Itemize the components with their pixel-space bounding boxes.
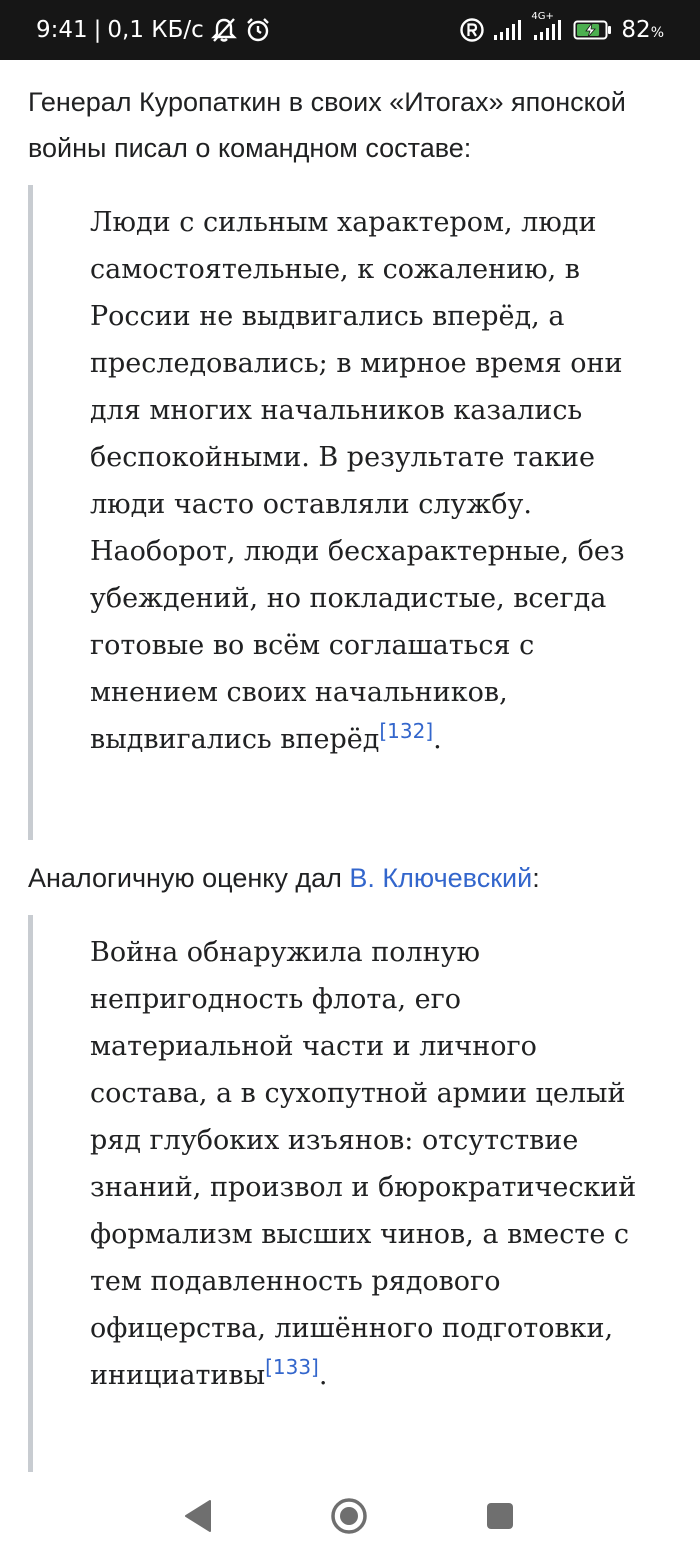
battery-percent bbox=[621, 17, 664, 43]
back-triangle-icon bbox=[183, 1499, 213, 1533]
network-type-label: 4G+ bbox=[531, 11, 554, 22]
status-bar bbox=[0, 0, 700, 60]
quote-end: . bbox=[318, 1360, 328, 1391]
quote-text: Война обнаружила полную непригодность флота, его материальной части и личного состава, а в сухопутной армии целый ряд глубоких изъянов: отсутствие знаний, произвол и бюрократический формализм высших чинов, а вместе с тем подавленность рядового офицерства, лишённого подготовки, инициативы bbox=[90, 937, 637, 1391]
battery-percent-value: 82 bbox=[621, 17, 651, 43]
reference-link-132[interactable]: [132] bbox=[379, 719, 434, 743]
battery-percent-sign: % bbox=[650, 25, 664, 41]
signal-4g-icon bbox=[531, 11, 565, 42]
recents-button[interactable] bbox=[478, 1494, 522, 1538]
status-network-speed: 0,1 КБ/с bbox=[107, 17, 204, 43]
alarm-off-icon bbox=[210, 16, 238, 44]
navigation-bar bbox=[0, 1472, 700, 1556]
status-bar-right bbox=[459, 0, 664, 60]
status-time: 9:41 bbox=[36, 17, 88, 43]
klyuchevsky-link[interactable]: В. Ключевский bbox=[349, 863, 533, 893]
blockquote-kuropatkin bbox=[28, 185, 672, 840]
battery-charging-icon bbox=[573, 18, 613, 42]
quote-end: . bbox=[433, 724, 442, 755]
registered-icon bbox=[459, 17, 485, 43]
status-separator: | bbox=[93, 17, 102, 43]
status-bar-left bbox=[36, 0, 272, 60]
second-paragraph-text: Аналогичную оценку дал bbox=[28, 863, 350, 893]
reference-link-133[interactable]: [133] bbox=[265, 1355, 319, 1379]
home-circle-icon bbox=[329, 1496, 369, 1536]
home-button[interactable] bbox=[327, 1494, 371, 1538]
blockquote-klyuchevsky bbox=[28, 915, 672, 1472]
intro-paragraph: Генерал Куропаткин в своих «Итогах» японской войны писал о командном составе: bbox=[28, 87, 626, 163]
alarm-clock-icon bbox=[244, 16, 272, 44]
signal-icon bbox=[493, 18, 525, 42]
second-paragraph bbox=[0, 855, 700, 901]
quote-text: Люди с сильным характером, люди самостоятельные, к сожалению, в России не выдвигались вперёд, а преследовались; в мирное время они для многих начальников казались беспокойными. В результате такие люди часто оставляли службу. Наоборот, люди бесхарактерные, без убеждений, но покладистые, всегда готовые во всём соглашаться с мнением своих начальников, выдвигались вперёд bbox=[90, 207, 625, 755]
back-button[interactable] bbox=[176, 1494, 220, 1538]
second-paragraph-colon: : bbox=[532, 863, 540, 893]
recents-square-icon bbox=[485, 1501, 515, 1531]
